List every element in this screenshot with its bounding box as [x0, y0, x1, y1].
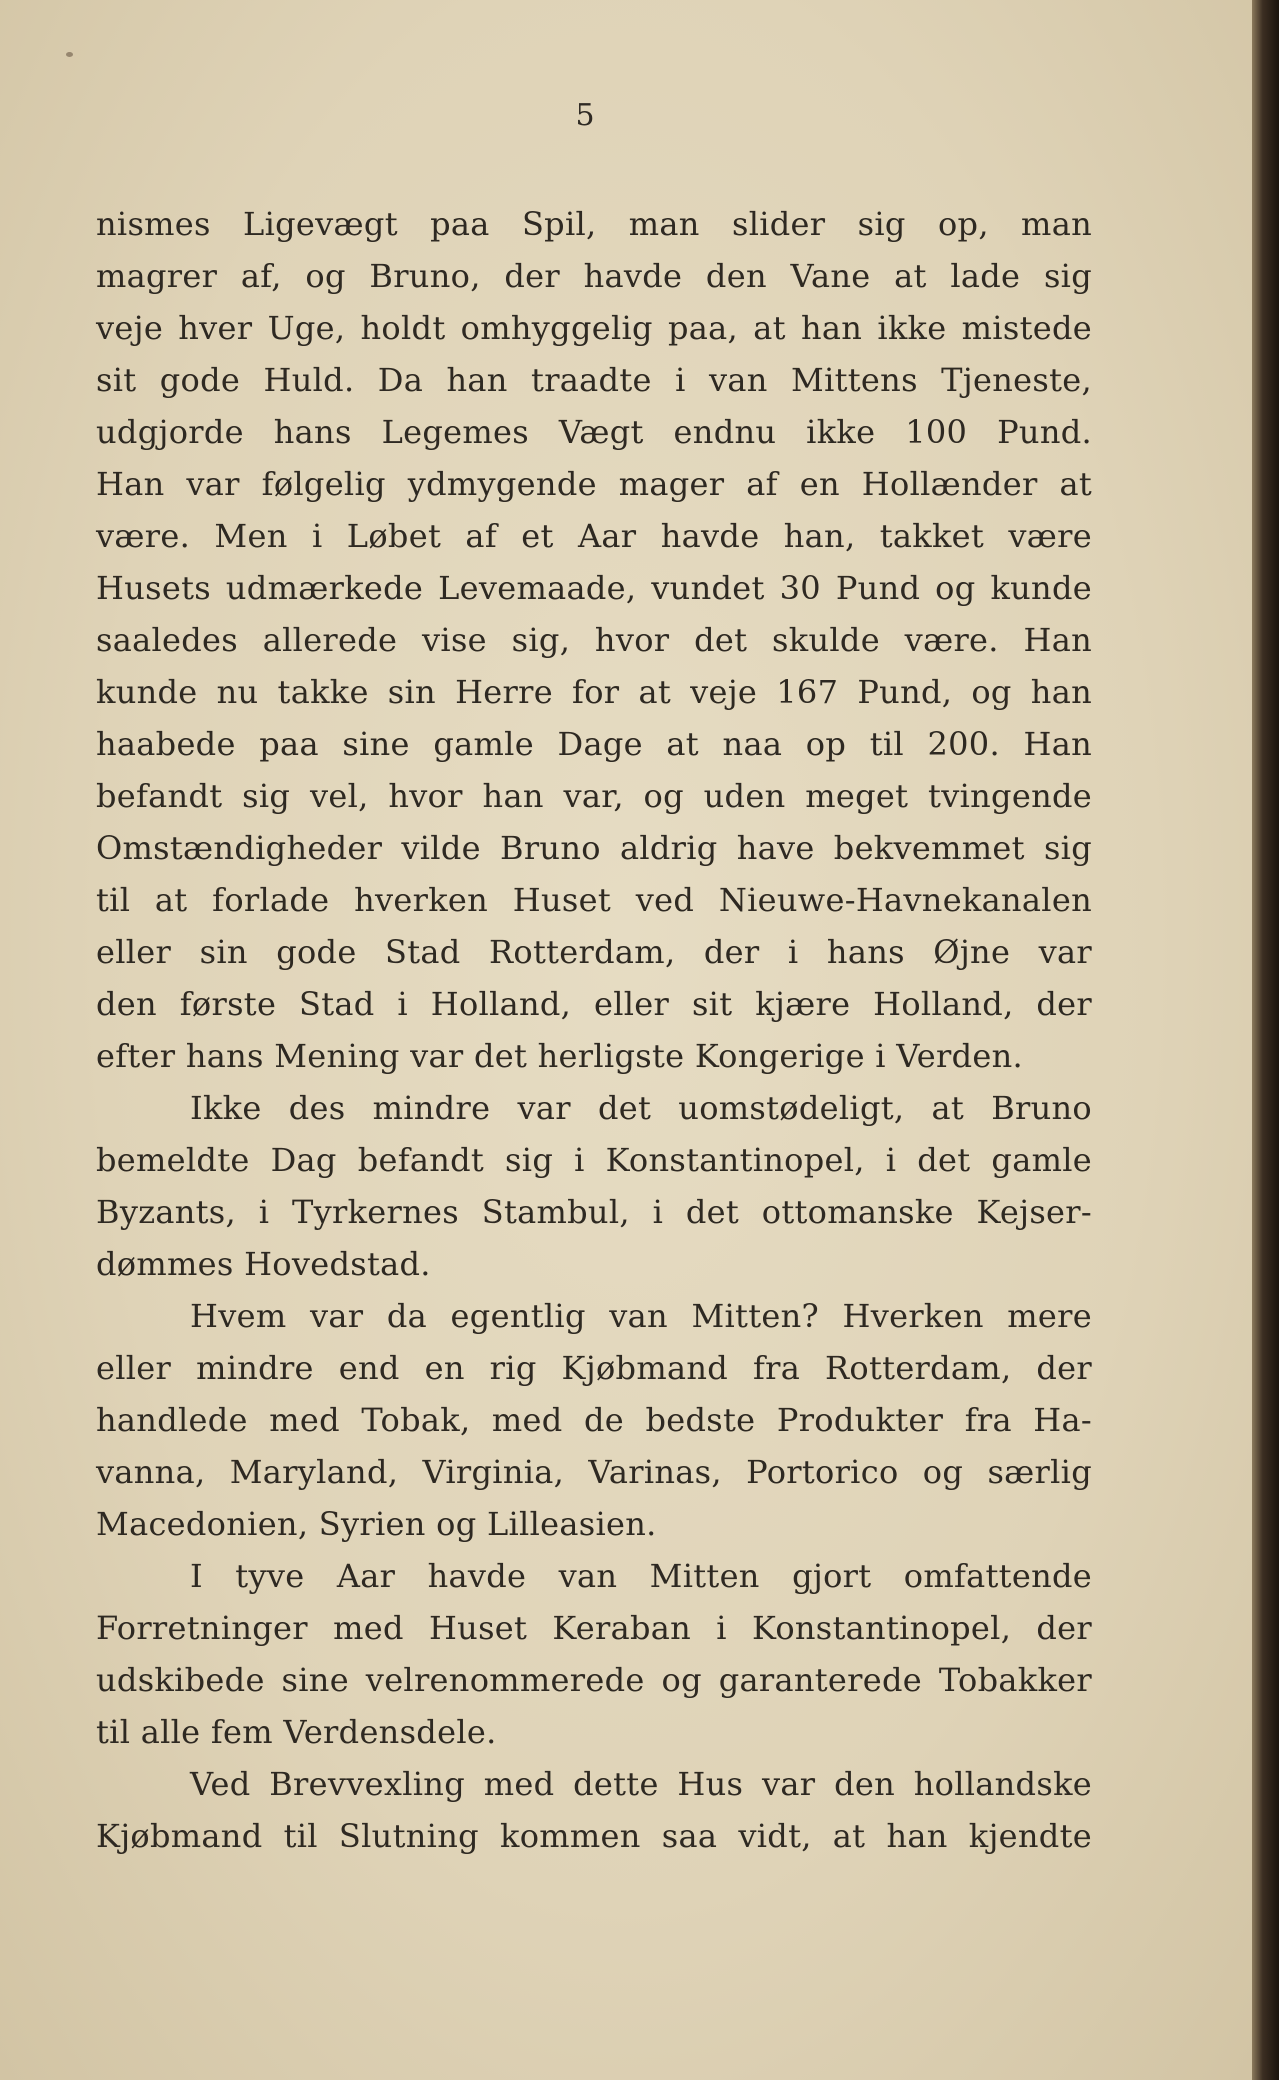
text-line: eller mindre end en rig Kjøbmand fra Rotterdam, der	[96, 1349, 1092, 1387]
text-line: Han var følgelig ydmygende mager af en Hollænder at	[96, 465, 1092, 503]
text-line: til at forlade hverken Huset ved Nieuwe-Havnekanalen	[96, 881, 1092, 919]
text-line: eller sin gode Stad Rotterdam, der i hans Øjne var	[96, 933, 1092, 971]
text-line: Byzants, i Tyrkernes Stambul, i det ottomanske Kejser-	[96, 1193, 1092, 1231]
text-line: Forretninger med Huset Keraban i Konstantinopel, der	[96, 1609, 1092, 1647]
ink-spot	[66, 52, 73, 57]
text-line: være. Men i Løbet af et Aar havde han, takket være	[96, 517, 1092, 555]
text-line: sit gode Huld. Da han traadte i van Mittens Tjeneste,	[96, 361, 1092, 399]
text-line: nismes Ligevægt paa Spil, man slider sig op, man	[96, 205, 1092, 243]
text-line: befandt sig vel, hvor han var, og uden meget tvingende	[96, 777, 1092, 815]
text-line: til alle fem Verdensdele.	[96, 1713, 497, 1751]
text-line: den første Stad i Holland, eller sit kjære Holland, der	[96, 985, 1092, 1023]
text-line: vanna, Maryland, Virginia, Varinas, Portorico og særlig	[96, 1453, 1092, 1491]
text-line: udskibede sine velrenommerede og garanterede Tobakker	[96, 1661, 1092, 1699]
text-line: Ikke des mindre var det uomstødeligt, at Bruno	[190, 1089, 1092, 1127]
text-line: Ved Brevvexling med dette Hus var den hollandske	[190, 1765, 1092, 1803]
text-line: I tyve Aar havde van Mitten gjort omfattende	[190, 1557, 1092, 1595]
text-line: magrer af, og Bruno, der havde den Vane at lade sig	[96, 257, 1092, 295]
text-line: Kjøbmand til Slutning kommen saa vidt, at han kjendte	[96, 1817, 1092, 1855]
text-line: Husets udmærkede Levemaade, vundet 30 Pund og kunde	[96, 569, 1092, 607]
text-line: Hvem var da egentlig van Mitten? Hverken mere	[190, 1297, 1092, 1335]
text-line: saaledes allerede vise sig, hvor det skulde være. Han	[96, 621, 1092, 659]
text-line: haabede paa sine gamle Dage at naa op til 200. Han	[96, 725, 1092, 763]
text-line: veje hver Uge, holdt omhyggelig paa, at han ikke mistede	[96, 309, 1092, 347]
text-line: Macedonien, Syrien og Lilleasien.	[96, 1505, 657, 1543]
text-line: udgjorde hans Legemes Vægt endnu ikke 100 Pund.	[96, 413, 1092, 451]
text-line: efter hans Mening var det herligste Kongerige i Verden.	[96, 1037, 1023, 1075]
text-line: dømmes Hovedstad.	[96, 1245, 431, 1283]
text-line: handlede med Tobak, med de bedste Produkter fra Ha-	[96, 1401, 1092, 1439]
body-text	[96, 198, 1092, 1862]
text-line: kunde nu takke sin Herre for at veje 167 Pund, og han	[96, 673, 1092, 711]
text-line: bemeldte Dag befandt sig i Konstantinopel, i det gamle	[96, 1141, 1092, 1179]
page-number: 5	[575, 98, 595, 133]
page-edge-shadow	[1252, 0, 1279, 2080]
text-line: Omstændigheder vilde Bruno aldrig have bekvemmet sig	[96, 829, 1092, 867]
